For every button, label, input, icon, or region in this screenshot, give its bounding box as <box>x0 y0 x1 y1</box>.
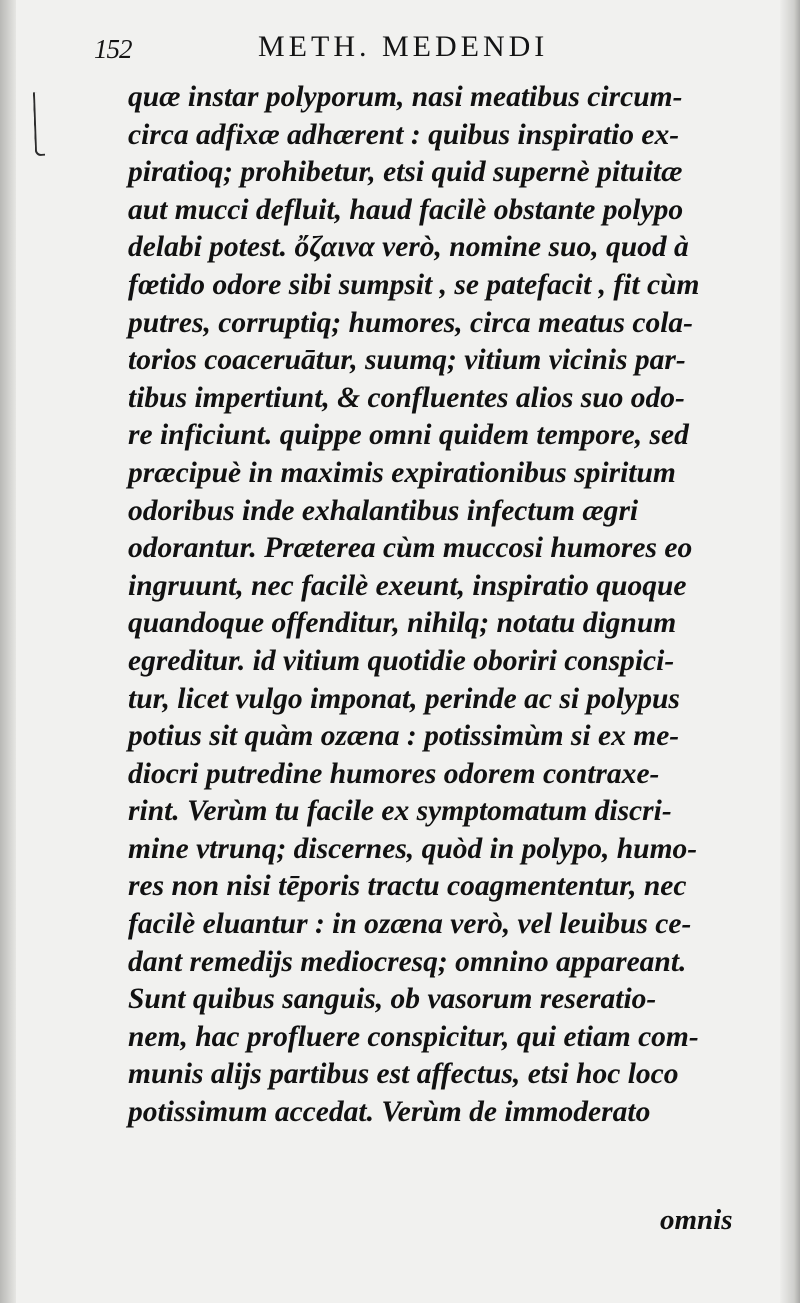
text-line: res non nisi tēporis tractu coagmententur, nec <box>128 869 687 903</box>
text-line: quandoque offenditur, nihilq; notatu dignum <box>128 606 677 640</box>
text-line: ingruunt, nec facilè exeunt, inspiratio quoque <box>128 568 687 602</box>
page-edge <box>780 0 800 1303</box>
text-line: odorantur. Præterea cùm muccosi humores eo <box>128 531 693 565</box>
catchword: omnis <box>660 1204 733 1236</box>
text-line: delabi potest. ὄζαινα verò, nomine suo, quod à <box>128 230 689 264</box>
margin-mark <box>33 92 45 156</box>
text-line: putres, corruptiq; humores, circa meatus cola- <box>128 305 694 339</box>
text-line: tur, licet vulgo imponat, perinde ac si polypus <box>128 681 680 715</box>
text-line: torios coaceruātur, suumq; vitium vicinis par- <box>128 343 686 377</box>
text-line: Sunt quibus sanguis, ob vasorum reseratio- <box>128 982 657 1016</box>
text-line: potissimum accedat. Verùm de immoderato <box>128 1095 651 1129</box>
text-line: circa adfixæ adhærent : quibus inspiratio ex- <box>128 117 680 151</box>
text-line: piratioq; prohibetur, etsi quid supernè pituitæ <box>128 155 683 189</box>
text-line: dant remedijs mediocresq; omnino appareant. <box>128 944 687 978</box>
page-number: 152 <box>94 34 132 64</box>
text-line: egreditur. id vitium quotidie oboriri conspici- <box>128 643 675 677</box>
text-line: mine vtrunq; discernes, quòd in polypo, humo- <box>128 831 698 865</box>
text-line: quæ instar polyporum, nasi meatibus circum- <box>128 80 683 113</box>
text-line: aut mucci defluit, haud facilè obstante polypo <box>128 192 684 226</box>
body-text <box>128 78 753 1131</box>
text-line: tibus impertiunt, & confluentes alios suo odo- <box>128 380 685 414</box>
text-line: nem, hac profluere conspicitur, qui etiam com- <box>128 1019 699 1053</box>
text-line: munis alijs partibus est affectus, etsi hoc loco <box>128 1057 679 1091</box>
text-line: re inficiunt. quippe omni quidem tempore, sed <box>128 418 689 452</box>
running-head: METH. MEDENDI <box>258 30 549 63</box>
text-line: fœtido odore sibi sumpsit , se patefacit , fit cùm <box>128 267 700 301</box>
text-line: facilè eluantur : in ozæna verò, vel leuibus ce- <box>128 907 692 941</box>
text-line: odoribus inde exhalantibus infectum ægri <box>128 493 639 527</box>
gutter-shadow <box>0 0 16 1303</box>
text-line: præcipuè in maximis expirationibus spiritum <box>128 455 676 489</box>
text-line: diocri putredine humores odorem contraxe- <box>128 756 660 790</box>
text-line: rint. Verùm tu facile ex symptomatum discri- <box>128 794 672 828</box>
text-line: potius sit quàm ozæna : potissimùm si ex me- <box>128 719 680 753</box>
